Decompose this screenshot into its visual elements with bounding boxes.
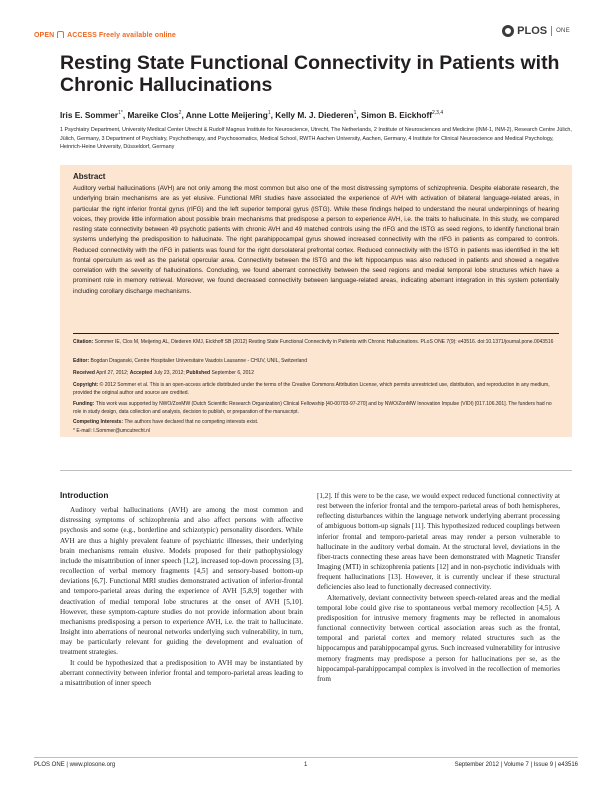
intro-paragraph-4: Alternatively, deviant connectivity between speech-related areas and the medial temporal lobe could give rise to spontaneous verbal memory recollection [4,5]. A predisposition for intrusive memory fragments may be reflected in anomalous functional connectivity between cortical association areas such as the frontal, temporal and parietal cortex and memory related structures such as the hippocampus and parahippocampal gyrus. Such increased vulnerability for intrusive memory fragments may predispose a person for hallucinations per se, as the hippocampal-parahippocampal complex is involved in the recollection of memories from (317, 593, 560, 683)
author-list: Iris E. Sommer$^{1*}$, Mareike Clos$^2$, Anne Lotte Meijering$^1$, Kelly M. J. Diederen$^1$, Simon B. Eickhoff$^{2,3,4}$ (60, 110, 444, 120)
footer-rule (34, 757, 578, 758)
page-number: 1 (304, 762, 308, 768)
intro-paragraph-2: It could be hypothesized that a predisposition to AVH may be instantiated by aberrant connectivity between inferior frontal and temporo-parietal areas leading to a misattribution of inner speech (60, 658, 303, 687)
author-name: Iris E. Sommer (60, 110, 119, 120)
author-affiliation-marker: 1* (118, 110, 123, 117)
author-affiliation-marker: 2 (178, 110, 182, 117)
abstract-text: Auditory verbal hallucinations (AVH) are not only among the most common but also one of the most distressing symptoms of schizophrenia. Despite elaborate research, the underlying brain mechanisms are as yet elusive. Functional MRI studies have associated the experience of AVH with activation of bilateral language-related areas, in particular the right inferior frontal gyrus (rIFG) and the left superior temporal gyrus (lSTG). While these findings helped to understand the neural underpinnings of hearing voices, they provide little information about possible brain mechanisms that predispose a person to experience AVH, i.e. the traits to hallucinate. In this study, we compared resting state connectivity between 49 psychotic patients with chronic AVH and 49 matched controls using the rIFG and the lSTG as seed regions, to identify functional brain systems underlying the predisposition to hallucinate. The right parahippocampal gyrus showed increased connectivity with the rIFG in patients as compared to controls. Reduced connectivity with the rIFG in patients was found for the right dorsolateral prefrontal cortex. Reduced connectivity with the lSTG in patients was identified in the left frontal operculum as well as the parietal opercular area. Connectivity between the lSTG and the left hippocampus was also reduced in patients and showed a negative correlation with the severity of hallucinations. Concluding, we found aberrant connectivity between the seed regions and medial temporal lobe structures which have a prominent role in memory retrieval. Moreover, we found decreased connectivity between language-related areas, indicating aberrant integration in this system potentially including corollary discharge mechanisms. (73, 185, 559, 295)
author-name: Kelly M. J. Diederen (275, 110, 354, 120)
abstract-heading: Abstract (73, 172, 106, 181)
introduction-heading: Introduction (60, 490, 109, 500)
intro-paragraph-3: [1,2]. If this were to be the case, we would expect reduced functional connectivity at rest between the inferior frontal and the temporo-parietal areas of both hemispheres, reflecting disturbances within the language network underlying aberrant processing of ambiguous bottom-up signals [11]. This hypothesized reduced couplings between inferior frontal and temporo-parietal areas may render a person vulnerable to hallucinate in the auditory verbal domain. At the structural level, deviations in the fiber-tracts connecting these areas have been demonstrated with Magnetic Transfer Imaging (MTI) in schizophrenia patients [12] and in non-psychotic individuals with frequent hallucinations [13]. However, it is currently unclear if these structural deficiencies also lead to functionally decreased connectivity. (317, 492, 560, 592)
author-affiliation-marker: 2,3,4 (432, 110, 444, 117)
abstract-box (60, 165, 572, 437)
plos-circle-icon (502, 25, 514, 37)
open-lock-icon (57, 31, 64, 38)
author-name: Anne Lotte Meijering (185, 110, 268, 120)
affiliations: 1 Psychiatry Department, University Medical Center Utrecht & Rudolf Magnus Institute for Neuroscience, Utrecht, The Netherlands, 2 Institute of Neurosciences and Medicine (INM-1, INM-2), Research Centre Jülich, Jülich, Germany, 3 Department of Psychiatry, Psychotherapy, and Psychosomatics, Medical School, RWTH Aachen University, Aachen, Germany, 4 Institute for Clinical Neuroscience and Medical Psychology, Heinrich-Heine University, Düsseldorf, Germany (60, 127, 572, 151)
copyright: Copyright: © 2012 Sommer et al. This is an open-access article distributed under the terms of the Creative Commons Attribution License, which permits unrestricted use, distribution, and reproduction in any medium, provided the original author and source are credited. (73, 382, 550, 396)
competing-interests: Competing Interests: The authors have declared that no competing interests exist. (73, 419, 259, 425)
right-column (317, 491, 560, 684)
left-column (60, 490, 303, 688)
open-access-banner (34, 30, 176, 39)
footer-issue: September 2012 | Volume 7 | Issue 9 | e43516 (454, 762, 578, 768)
citation: Citation: Sommer IE, Clos M, Meijering AL, Diederen KMJ, Eickhoff SB (2012) Resting State Functional Connectivity in Patients with Chronic Hallucinations. PLoS ONE 7(9): e43516. doi:10.1371/journal.pone.0043516 (73, 339, 554, 345)
plos-wordmark: PLOS (517, 25, 548, 37)
author-name: Mareike Clos (127, 110, 179, 120)
funding: Funding: This work was supported by NWO/ZonMW (Dutch Scientific Research Organization) Clinical Fellowship [40-00703-97-270] and by NWO/ZonMW Innovation Impulse (VIDI) [017.106.301]. The funders had no role in study design, data collection and analysis, decision to publish, or preparation of the manuscript. (73, 401, 552, 415)
author-affiliation-marker: 1 (267, 110, 271, 117)
abstract-divider (73, 333, 559, 334)
freely-available-label: Freely available online (98, 32, 176, 39)
footer-journal: PLOS ONE | www.plosone.org (34, 762, 116, 768)
intro-paragraph-1: Auditory verbal hallucinations (AVH) are among the most common and distressing symptoms of schizophrenia and also affect persons with affective psychosis and some (e.g., borderline and schizotypic) personality disorders. While AVH are thus a highly prevalent feature of psychiatric illnesses, their underlying brain mechanisms remain elusive. Models proposed for their pathophysiology include the misattribution of inner speech [1,2], increased top-down processing [3], recollection of verbal memory fragments [4,5] and sensory-based bottom-up deviations [6,7]. Functional MRI studies demonstrated activation of inferior-frontal and temporo-parietal areas during the experience of AVH [5,8,9] together with deactivation of medial temporal lobe structures at the onset of AVH [5,10]. However, these symptom-capture studies do not provide information about brain mechanisms predisposing a person to experience AVH, i.e. the trait to hallucinate. Insight into aberrations of neuronal networks underlying such vulnerability, in turn, may be particularly relevant for guiding the development and evaluation of treatment strategies. (60, 506, 303, 657)
open-label: OPEN (34, 32, 55, 39)
access-label: ACCESS (67, 32, 97, 39)
author-name: Simon B. Eickhoff (361, 110, 433, 120)
editor: Editor: Bogdan Draganski, Centre Hospitalier Universitaire Vaudois Lausanne - CHUV, UNIL, Switzerland (73, 358, 307, 364)
dates: Received April 27, 2012; Accepted July 23, 2012; Published September 6, 2012 (73, 370, 254, 376)
one-wordmark: ONE (556, 28, 570, 34)
article-title: Resting State Functional Connectivity in Patients with Chronic Hallucinations (60, 52, 560, 96)
section-rule (60, 470, 572, 471)
logo-separator (551, 26, 552, 36)
journal-logo (502, 25, 570, 37)
email: * E-mail: I.Sommer@umcutrecht.nl (73, 428, 151, 434)
author-affiliation-marker: 1 (353, 110, 357, 117)
